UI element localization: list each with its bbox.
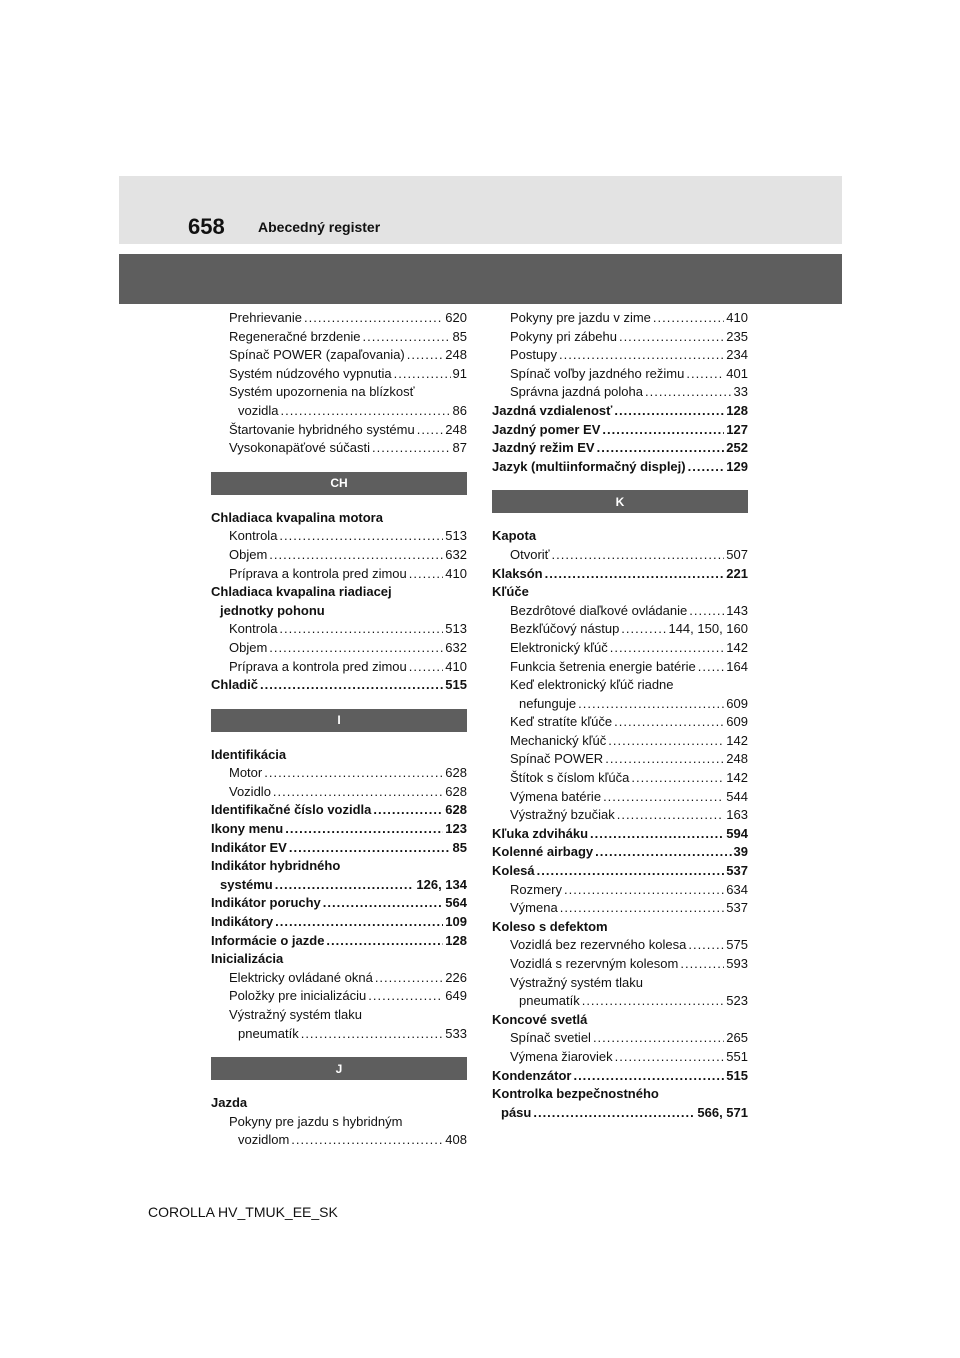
index-entry: Keď stratíte kľúče ..... 609 [492, 713, 748, 732]
index-heading: Koncové svetlá [492, 1011, 588, 1027]
header-dark-band [119, 254, 842, 304]
left-column [211, 309, 467, 1150]
index-entry: Postupy ..... 234 [492, 346, 748, 365]
index-heading: jednotky pohonu [220, 602, 325, 618]
index-entry: Systém núdzového vypnutia ..... 91 [211, 365, 467, 384]
index-entry: Systém upozornenia na blízkosť [229, 384, 415, 400]
index-heading: Kondenzátor ..... 515 [492, 1067, 748, 1086]
index-heading: Identifikačné číslo vozidla ..... 628 [211, 801, 467, 820]
index-entry: Kontrola ..... 513 [211, 527, 467, 546]
index-heading: Kapota [492, 528, 537, 544]
index-heading: Koleso s defektom [492, 918, 608, 934]
index-entry: Príprava a kontrola pred zimou ..... 410 [211, 658, 467, 677]
index-entry: Objem ..... 632 [211, 639, 467, 658]
index-heading: Informácie o jazde ..... 128 [211, 932, 467, 951]
index-heading: Indikátor poruchy ..... 564 [211, 894, 467, 913]
index-entry: Keď elektronický kľúč riadne [510, 677, 674, 693]
index-heading: Jazdný pomer EV ..... 127 [492, 421, 748, 440]
index-entry: nefunguje ..... 609 [492, 695, 748, 714]
index-heading: Kolesá ..... 537 [492, 862, 748, 881]
index-heading: Inicializácia [211, 951, 284, 967]
index-heading: Chladiaca kvapalina motora [211, 509, 383, 525]
index-entry: Spínač svetiel ..... 265 [492, 1029, 748, 1048]
index-entry: Kontrola ..... 513 [211, 620, 467, 639]
index-entry: Pokyny pre jazdu s hybridným [229, 1113, 403, 1129]
index-entry: Spínač POWER ..... 248 [492, 750, 748, 769]
index-heading: Ikony menu ..... 123 [211, 820, 467, 839]
index-entry: Otvoriť ..... 507 [492, 546, 748, 565]
index-entry: Vozidlo ..... 628 [211, 783, 467, 802]
index-heading: Chladiaca kvapalina riadiacej [211, 584, 392, 600]
index-heading: Kľúče [492, 584, 529, 600]
section-header-j: J [211, 1057, 467, 1080]
index-heading: Jazyk (multiinformačný displej) ..... 129 [492, 458, 748, 477]
index-entry: Položky pre inicializáciu ..... 649 [211, 987, 467, 1006]
index-entry: Objem ..... 632 [211, 546, 467, 565]
index-heading: Indikátor EV ..... 85 [211, 839, 467, 858]
index-heading: Kľuka zdviháku ..... 594 [492, 825, 748, 844]
index-entry: Spínač POWER (zapaľovania) ..... 248 [211, 346, 467, 365]
index-heading: systému ..... 126, 134 [211, 876, 467, 895]
section-header-i: I [211, 709, 467, 732]
index-entry: Bezdrôtové diaľkové ovládanie ..... 143 [492, 602, 748, 621]
index-heading: Jazda [211, 1095, 248, 1111]
index-entry: Správna jazdná poloha ..... 33 [492, 383, 748, 402]
index-heading: Chladič ..... 515 [211, 676, 467, 695]
index-heading: Indikátor hybridného [211, 858, 341, 874]
index-heading: Jazdný režim EV ..... 252 [492, 439, 748, 458]
index-entry: vozidla ..... 86 [211, 402, 467, 421]
page-number: 658 [188, 214, 225, 239]
index-heading: Kolenné airbagy ..... 39 [492, 843, 748, 862]
index-entry: Elektricky ovládané okná ..... 226 [211, 969, 467, 988]
index-entry: Funkcia šetrenia energie batérie ..... 164 [492, 658, 748, 677]
index-entry: Vysokonapäťové súčasti ..... 87 [211, 439, 467, 458]
index-entry: Elektronický kľúč ..... 142 [492, 639, 748, 658]
index-entry: Regeneračné brzdenie ..... 85 [211, 328, 467, 347]
section-header-k: K [492, 490, 748, 513]
index-heading: Jazdná vzdialenosť ..... 128 [492, 402, 748, 421]
index-heading: Klaksón ..... 221 [492, 565, 748, 584]
index-entry: pneumatík ..... 523 [492, 992, 748, 1011]
index-entry: Štartovanie hybridného systému ..... 248 [211, 421, 467, 440]
index-entry: Mechanický kľúč ..... 142 [492, 732, 748, 751]
index-entry: Vozidlá s rezervným kolesom ..... 593 [492, 955, 748, 974]
index-entry: Výmena ..... 537 [492, 899, 748, 918]
index-entry: Vozidlá bez rezervného kolesa ..... 575 [492, 936, 748, 955]
index-entry: Výstražný systém tlaku [229, 1007, 362, 1022]
index-entry: pneumatík ..... 533 [211, 1025, 467, 1044]
page-title: Abecedný register [258, 219, 381, 235]
index-heading: Indikátory ..... 109 [211, 913, 467, 932]
index-entry: Bezkľúčový nástup ..... 144, 150, 160 [492, 620, 748, 639]
index-heading: Kontrolka bezpečnostného [492, 1086, 659, 1102]
index-entry: Prehrievanie ..... 620 [211, 309, 467, 328]
index-entry: Výmena žiaroviek ..... 551 [492, 1048, 748, 1067]
index-entry: Motor ..... 628 [211, 764, 467, 783]
index-entry: Spínač voľby jazdného režimu ..... 401 [492, 365, 748, 384]
right-column [492, 309, 748, 1122]
index-heading: Identifikácia [211, 746, 287, 762]
document-footer: COROLLA HV_TMUK_EE_SK [148, 1204, 338, 1220]
index-entry: Príprava a kontrola pred zimou ..... 410 [211, 565, 467, 584]
section-header-ch: CH [211, 472, 467, 495]
index-entry: Štítok s číslom kľúča ..... 142 [492, 769, 748, 788]
index-entry: Pokyny pri zábehu ..... 235 [492, 328, 748, 347]
index-entry: Výstražný bzučiak ..... 163 [492, 806, 748, 825]
index-entry: Rozmery ..... 634 [492, 881, 748, 900]
index-entry: vozidlom ..... 408 [211, 1131, 467, 1150]
index-heading: pásu ..... 566, 571 [492, 1104, 748, 1123]
index-entry: Výmena batérie ..... 544 [492, 788, 748, 807]
index-entry: Pokyny pre jazdu v zime ..... 410 [492, 309, 748, 328]
index-entry: Výstražný systém tlaku [510, 974, 643, 990]
header-band [119, 176, 842, 244]
